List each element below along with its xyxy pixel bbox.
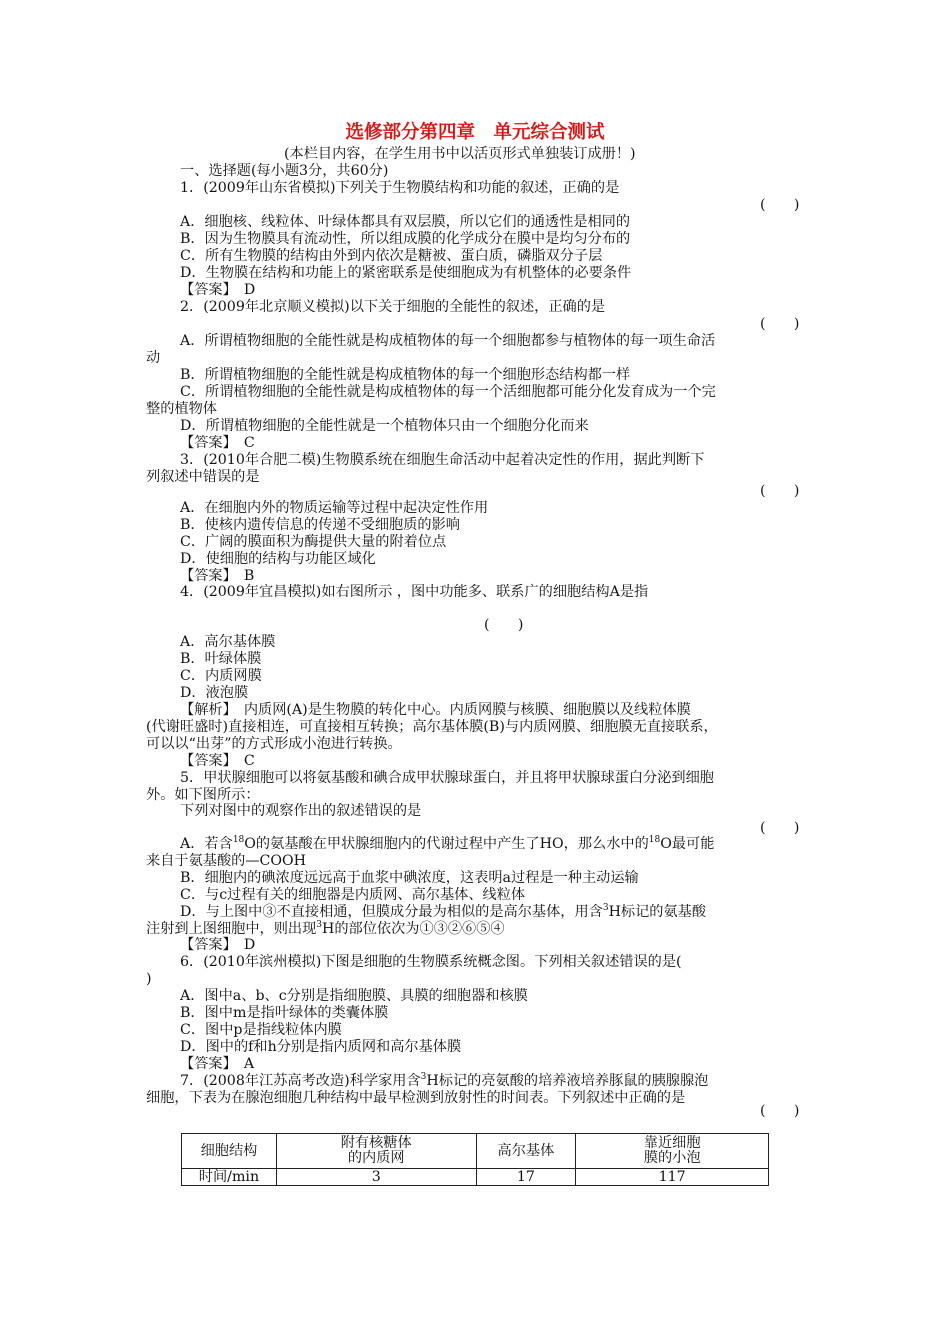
q1-option-d: D．生物膜在结构和功能上的紧密联系是使细胞成为有机整体的必要条件 — [180, 265, 632, 281]
q6-option-a: A．图中a、b、c分别是指细胞膜、具膜的细胞器和核膜 — [180, 988, 528, 1004]
q1-answer: 【答案】 D — [180, 282, 256, 298]
q5-stem-line2: 外。如下图所示： — [146, 787, 260, 803]
q7-stem-line1: 7．(2008年江苏高考改造)科学家用含$^3$H标记的亮氨酸的培养液培养豚鼠的胰腺腺泡 — [180, 1072, 709, 1089]
q3-option-d: D．使细胞的结构与功能区域化 — [180, 551, 376, 567]
q6-option-c: C．图中p是指线粒体内膜 — [180, 1022, 342, 1038]
table-row — [182, 1169, 769, 1186]
q7-stem-line2: 细胞，下表为在腺泡细胞几种结构中最早检测到放射性的时间表。下列叙述中正确的是 — [146, 1090, 686, 1106]
q7-answer-blank: ( ) — [760, 1103, 800, 1119]
table-header-cell: 高尔基体 — [476, 1134, 576, 1169]
q3-stem-line1: 3．(2010年合肥二模)生物膜系统在细胞生命活动中起着决定性的作用，据此判断下 — [180, 452, 705, 468]
q5-option-a-line1: A．若含$^{18}$O的氨基酸在甲状腺细胞内的代谢过程中产生了HO，那么水中的$^{18}$O最可能 — [180, 835, 715, 852]
q1-option-c: C．所有生物膜的结构由外到内依次是糖被、蛋白质，磷脂双分子层 — [180, 248, 603, 264]
q5-answer: 【答案】 D — [180, 937, 256, 953]
table-cell: 3 — [276, 1169, 476, 1186]
q3-stem-line2: 列叙述中错误的是 — [146, 469, 260, 485]
table-cell: 117 — [576, 1169, 769, 1186]
q7-data-table — [181, 1133, 769, 1186]
q2-answer-blank: ( ) — [760, 316, 800, 332]
q4-option-d: D．液泡膜 — [180, 685, 249, 701]
q3-option-b: B．使核内遗传信息的传递不受细胞质的影响 — [180, 517, 460, 533]
q4-option-b: B．叶绿体膜 — [180, 651, 262, 667]
q4-answer: 【答案】 C — [180, 753, 255, 769]
table-header-cell: 靠近细胞 膜的小泡 — [576, 1134, 769, 1169]
q1-option-b: B．因为生物膜具有流动性，所以组成膜的化学成分在膜中是均匀分布的 — [180, 231, 631, 247]
q5-stem-line1: 5．甲状腺细胞可以将氨基酸和碘合成甲状腺球蛋白，并且将甲状腺球蛋白分泌到细胞 — [180, 770, 714, 786]
q2-option-c-line1: C．所谓植物细胞的全能性就是构成植物体的每一个活细胞都可能分化发育成为一个完 — [180, 384, 716, 400]
q4-option-a: A．高尔基体膜 — [180, 634, 276, 650]
table-cell: 17 — [476, 1169, 576, 1186]
q4-explanation-line2: (代谢旺盛时)直接相连，可直接相互转换；高尔基体膜(B)与内质网膜、细胞膜无直接联系， — [146, 719, 718, 735]
q6-stem-line2: ) — [146, 971, 152, 987]
q2-option-a-line2: 动 — [146, 350, 161, 366]
q3-answer: 【答案】 B — [180, 568, 255, 584]
q5-option-c: C．与c过程有关的细胞器是内质网、高尔基体、线粒体 — [180, 887, 526, 903]
table-header-cell: 细胞结构 — [182, 1134, 277, 1169]
q2-option-a-line1: A．所谓植物细胞的全能性就是构成植物体的每一个细胞都参与植物体的每一项生命活 — [180, 333, 716, 349]
table-cell: 时间/min — [182, 1169, 277, 1186]
q1-answer-blank: ( ) — [760, 197, 800, 213]
q5-option-a-line2: 来自于氨基酸的—COOH — [146, 853, 306, 869]
q2-option-c-line2: 整的植物体 — [146, 401, 217, 417]
q5-option-d-line2: 注射到上图细胞中，则出现$^3$H的部位依次为①③②⑥⑤④ — [146, 920, 505, 937]
table-header-cell: 附有核糖体 的内质网 — [276, 1134, 476, 1169]
q2-answer: 【答案】 C — [180, 435, 255, 451]
q6-stem-line1: 6．(2010年滨州模拟)下图是细胞的生物膜系统概念图。下列相关叙述错误的是( — [180, 954, 682, 970]
q1-option-a: A．细胞核、线粒体、叶绿体都具有双层膜，所以它们的通透性是相同的 — [180, 214, 631, 230]
q4-stem: 4．(2009年宜昌模拟)如右图所示 ，图中功能多、联系广的细胞结构A是指 — [180, 584, 649, 600]
q3-option-a: A．在细胞内外的物质运输等过程中起决定性作用 — [180, 500, 489, 516]
section-heading: 一、选择题(每小题3分，共60分) — [180, 163, 389, 179]
q3-option-c: C．广阔的膜面积为酶提供大量的附着位点 — [180, 534, 447, 550]
q5-option-d-line1: D．与上图中③不直接相通，但膜成分最为相似的是高尔基体，用含$^3$H标记的氨基酸 — [180, 903, 707, 920]
q6-answer: 【答案】 A — [180, 1056, 255, 1072]
q5-stem-line3: 下列对图中的观察作出的叙述错误的是 — [180, 803, 422, 819]
q4-option-c: C．内质网膜 — [180, 668, 262, 684]
q2-stem: 2．(2009年北京顺义模拟)以下关于细胞的全能性的叙述，正确的是 — [180, 299, 606, 315]
q4-answer-blank: ( ) — [484, 617, 524, 633]
q1-stem: 1．(2009年山东省模拟)下列关于生物膜结构和功能的叙述，正确的是 — [180, 180, 620, 196]
q6-option-b: B．图中m是指叶绿体的类囊体膜 — [180, 1005, 389, 1021]
page-subtitle: (本栏目内容，在学生用书中以活页形式单独装订成册！) — [284, 146, 636, 162]
q3-answer-blank: ( ) — [760, 483, 800, 499]
q2-option-d: D．所谓植物细胞的全能性就是一个植物体只由一个细胞分化而来 — [180, 418, 589, 434]
q5-answer-blank: ( ) — [760, 820, 800, 836]
q4-explanation-line1: 【解析】 内质网(A)是生物膜的转化中心。内质网膜与核膜、细胞膜以及线粒体膜 — [180, 702, 691, 718]
page-title: 选修部分第四章 单元综合测试 — [345, 122, 605, 143]
q5-option-b: B．细胞内的碘浓度远远高于血浆中碘浓度，这表明a过程是一种主动运输 — [180, 870, 639, 886]
q6-option-d: D．图中的f和h分别是指内质网和高尔基体膜 — [180, 1039, 462, 1055]
q2-option-b: B．所谓植物细胞的全能性就是构成植物体的每一个细胞形态结构都一样 — [180, 367, 631, 383]
q4-explanation-line3: 可以以“出芽”的方式形成小泡进行转换。 — [146, 736, 402, 752]
table-header-row — [182, 1134, 769, 1169]
